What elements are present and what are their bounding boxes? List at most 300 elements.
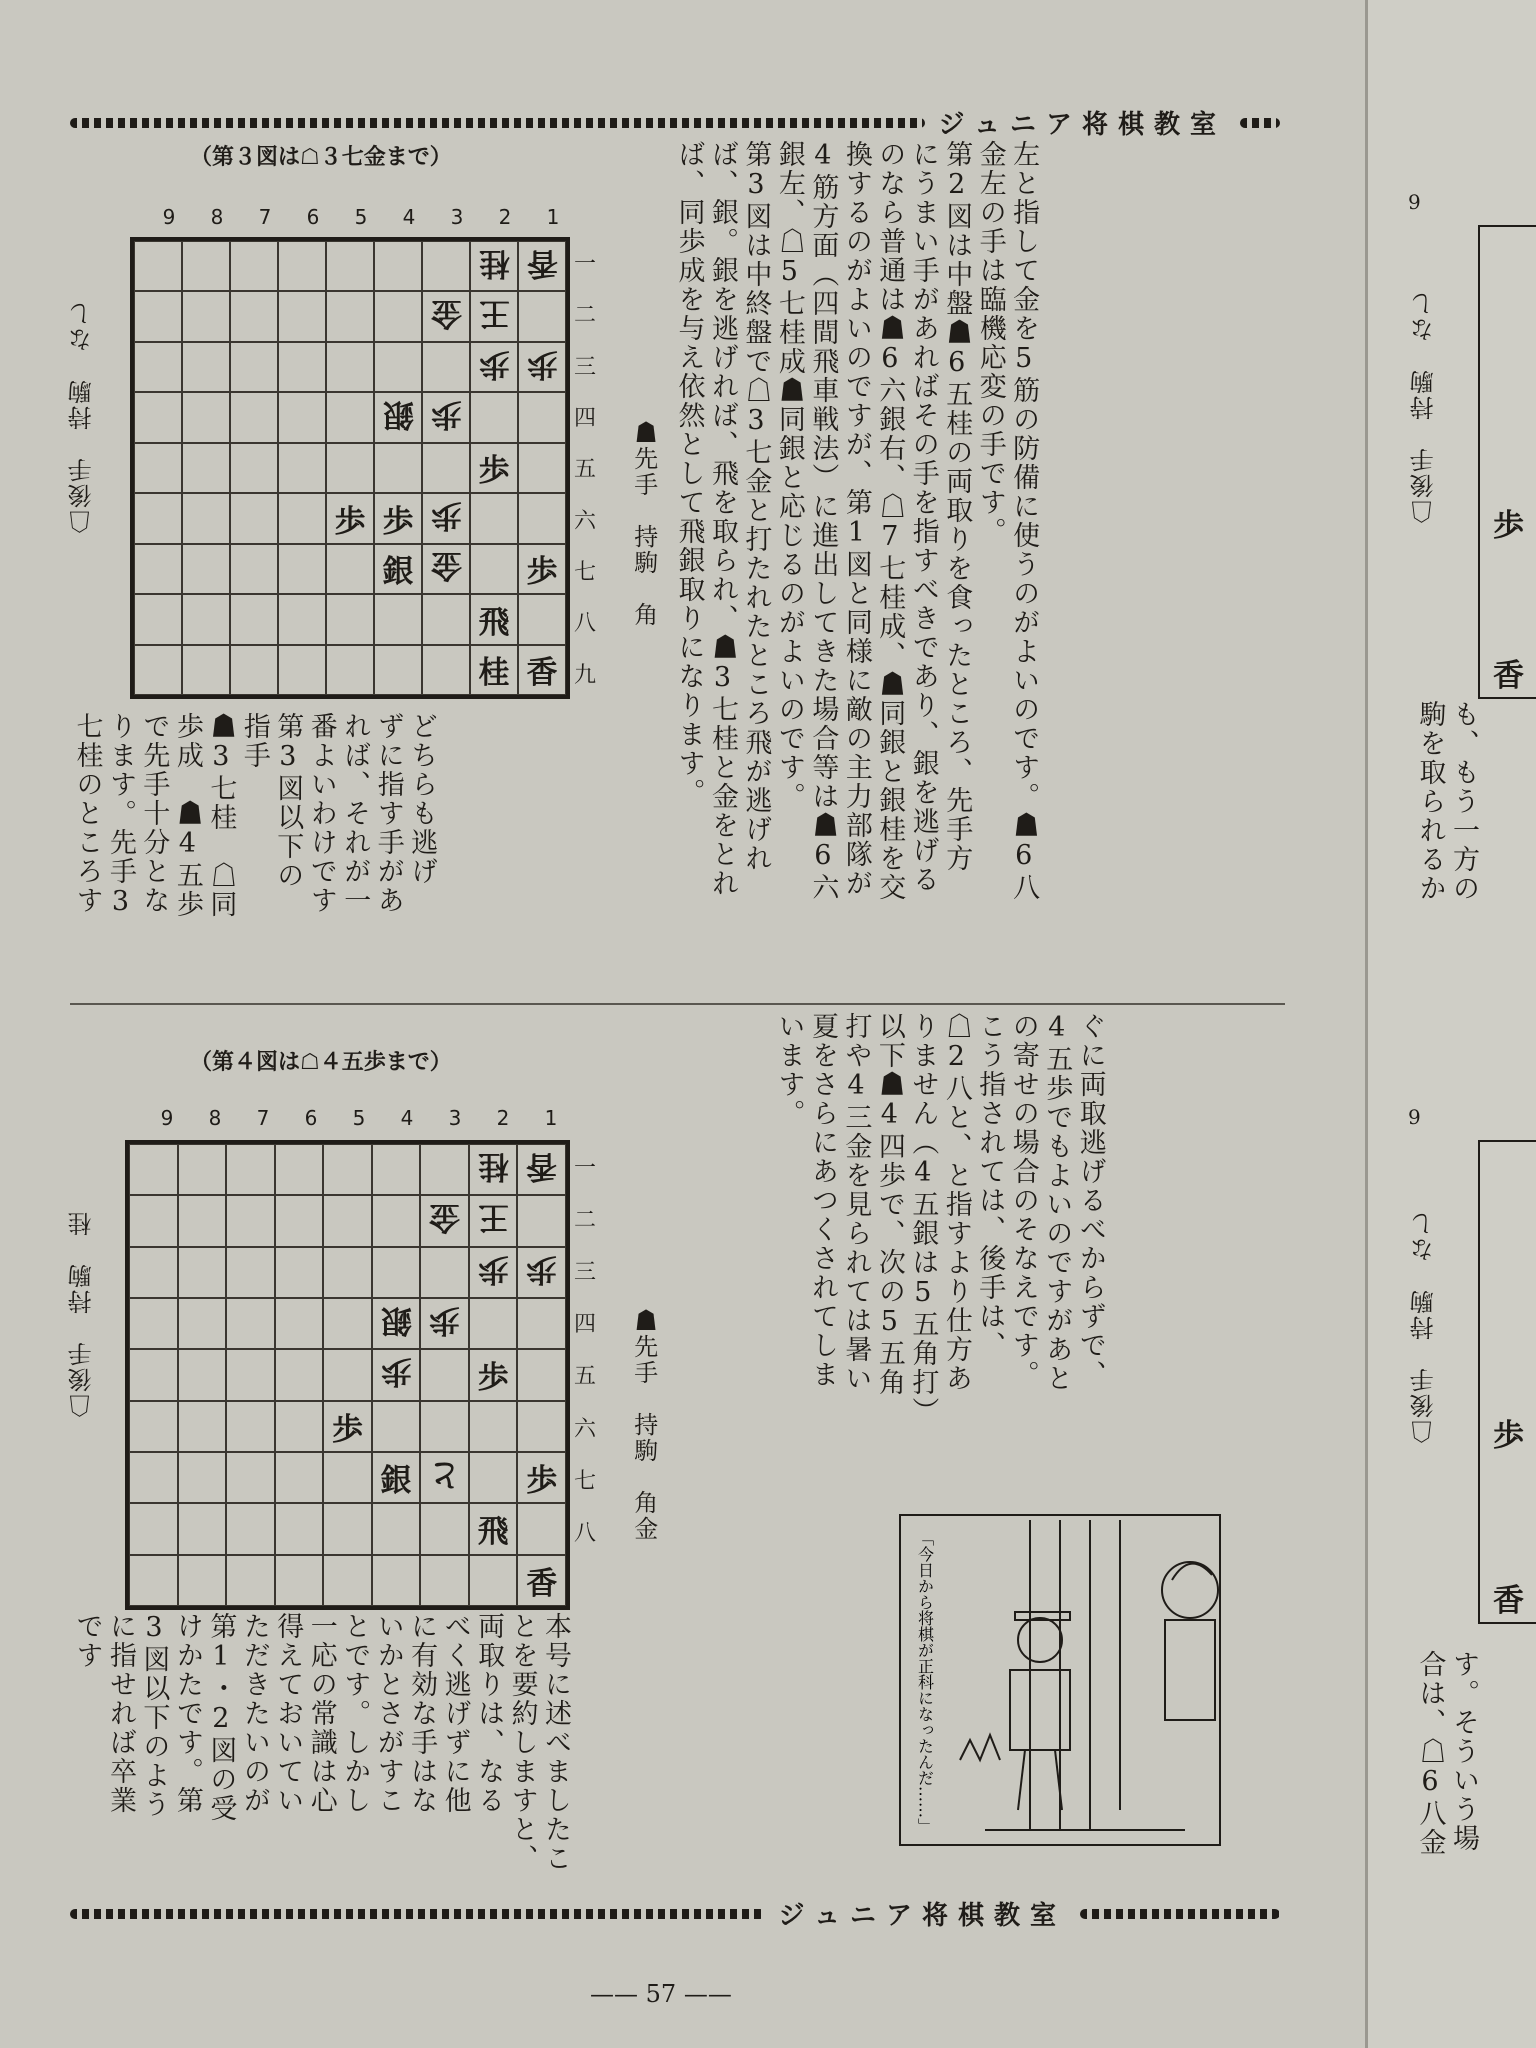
board-square xyxy=(278,544,326,594)
board-square xyxy=(134,392,182,442)
board-square xyxy=(129,1298,178,1349)
board-square xyxy=(182,645,230,695)
board-square xyxy=(182,241,230,291)
board-square xyxy=(517,1452,566,1503)
board-square xyxy=(226,1555,275,1606)
next-page-column-label: 9 xyxy=(1408,190,1421,214)
board-square xyxy=(230,241,278,291)
board-square xyxy=(469,1349,518,1400)
text-line: 七桂のところす xyxy=(71,712,103,915)
shogi-piece-sente: 歩 xyxy=(331,1411,363,1448)
column-label: 9 xyxy=(160,1106,174,1130)
board-square xyxy=(470,493,518,543)
board-square xyxy=(469,1452,518,1503)
cartoon-caption: 「今日から将棋が正科になったんだ……」 xyxy=(915,1530,935,1834)
board-square xyxy=(278,241,326,291)
text-line: のなら普通は☗6六銀右、☖7七桂成、☗同銀と銀桂を交 xyxy=(874,140,906,902)
board-square xyxy=(420,1195,469,1246)
page-number: —— 57 —— xyxy=(590,1980,732,2008)
board-square xyxy=(517,1298,566,1349)
board-square xyxy=(469,1555,518,1606)
shogi-piece-gote: 歩 xyxy=(429,1302,461,1339)
board-square xyxy=(469,1144,518,1195)
board-square xyxy=(275,1298,324,1349)
shogi-piece-gote: 歩 xyxy=(526,345,558,382)
board-square xyxy=(326,392,374,442)
text-line: ります。先手3 xyxy=(104,712,136,919)
board-square xyxy=(230,342,278,392)
column-label: 3 xyxy=(448,1106,462,1130)
diagram4-row-labels xyxy=(568,1140,602,1560)
shogi-piece-sente: 飛 xyxy=(477,1514,509,1551)
board-square xyxy=(275,1503,324,1554)
board-square xyxy=(275,1452,324,1503)
board-square xyxy=(323,1144,372,1195)
shogi-piece-gote: 王 xyxy=(477,1199,509,1236)
board-square xyxy=(469,1503,518,1554)
board-square xyxy=(178,1401,227,1452)
shogi-piece-gote: 金 xyxy=(429,1199,461,1236)
board-square xyxy=(226,1349,275,1400)
next-page-piece-2: 香 xyxy=(1493,658,1524,694)
board-square xyxy=(323,1349,372,1400)
board-square xyxy=(420,1298,469,1349)
board-square xyxy=(323,1503,372,1554)
board-square xyxy=(129,1452,178,1503)
diagram3-column-labels xyxy=(145,205,577,229)
board-square xyxy=(129,1401,178,1452)
board-square xyxy=(129,1247,178,1298)
board-square xyxy=(422,443,470,493)
next-page-upper-text xyxy=(1413,700,1480,903)
board-square xyxy=(275,1401,324,1452)
board-square xyxy=(518,392,566,442)
column-label: 1 xyxy=(546,205,560,229)
board-square xyxy=(226,1503,275,1554)
wavy-rule-footer-left xyxy=(70,1909,765,1919)
shogi-piece-gote: 香 xyxy=(526,244,558,281)
board-square xyxy=(182,594,230,644)
text-line: けかたです。第 xyxy=(171,1612,203,1815)
next-page-piece-4: 香 xyxy=(1493,1583,1524,1619)
shogi-piece-gote: 金 xyxy=(430,547,462,584)
board-square xyxy=(178,1452,227,1503)
board-square xyxy=(372,1452,421,1503)
board-square xyxy=(230,392,278,442)
text-line: 4筋方面（四間飛車戦法）に進出してきた場合等は☗6六 xyxy=(807,140,839,902)
board-square xyxy=(374,443,422,493)
board-square xyxy=(420,1349,469,1400)
shogi-piece-gote: 銀 xyxy=(380,1302,412,1339)
board-square xyxy=(372,1195,421,1246)
header-title: ジュニア将棋教室 xyxy=(938,110,1226,140)
board-square xyxy=(134,241,182,291)
column-label: 2 xyxy=(496,1106,510,1130)
row-label: 六 xyxy=(573,1416,596,1442)
text-line: 打や4三金を見られては暑い xyxy=(840,1012,872,1393)
board-square xyxy=(323,1555,372,1606)
board-square xyxy=(518,342,566,392)
column-label: 2 xyxy=(498,205,512,229)
shogi-piece-gote: 歩 xyxy=(477,1250,509,1287)
next-page-piece-1: 歩 xyxy=(1493,508,1524,544)
column-label: 5 xyxy=(352,1106,366,1130)
text-line: 一応の常識は心 xyxy=(305,1612,337,1815)
text-line: りません（4五銀は5五角打） xyxy=(907,1012,939,1426)
text-line: とです。しかし xyxy=(339,1612,371,1815)
text-line: も、もう一方の xyxy=(1447,700,1479,903)
board-square xyxy=(518,594,566,644)
board-square xyxy=(275,1555,324,1606)
lower-main-text xyxy=(772,1012,1107,1472)
text-line: 第2図は中盤☗6五桂の両取りを食ったところ、先手方 xyxy=(941,140,973,873)
board-square xyxy=(275,1349,324,1400)
board-square xyxy=(278,645,326,695)
board-square xyxy=(275,1195,324,1246)
text-line: 得えておいてい xyxy=(272,1612,304,1815)
diagram4-sente-holdings: ☗先手 持駒 角金 xyxy=(629,1308,658,1542)
board-square xyxy=(182,493,230,543)
row-label: 九 xyxy=(573,662,596,688)
shogi-piece-gote: 歩 xyxy=(526,1250,558,1287)
board-square xyxy=(323,1247,372,1298)
shogi-piece-gote: 銀 xyxy=(382,396,414,433)
text-line: す。そういう場 xyxy=(1447,1650,1479,1853)
board-square xyxy=(326,594,374,644)
board-square xyxy=(182,392,230,442)
board-square xyxy=(178,1247,227,1298)
row-label: 一 xyxy=(573,1155,596,1181)
board-square xyxy=(420,1144,469,1195)
board-square xyxy=(422,392,470,442)
text-line: に有効な手はな xyxy=(406,1612,438,1815)
page-header xyxy=(70,104,1280,141)
board-square xyxy=(470,443,518,493)
board-square xyxy=(518,291,566,341)
board-square xyxy=(129,1503,178,1554)
board-square xyxy=(129,1195,178,1246)
text-line: 番よいわけです xyxy=(305,712,337,915)
board-square xyxy=(374,342,422,392)
text-line: にうまい手があればその手を指すべきであり、銀を逃げる xyxy=(907,140,939,894)
board-square xyxy=(470,544,518,594)
board-square xyxy=(182,443,230,493)
row-label: 二 xyxy=(573,303,596,329)
board-square xyxy=(178,1298,227,1349)
diagram3-caption: （第３図は☖３七金まで） xyxy=(190,145,452,170)
board-square xyxy=(420,1503,469,1554)
diagram4-board xyxy=(125,1140,570,1610)
section-divider xyxy=(70,1003,1285,1005)
board-square xyxy=(226,1452,275,1503)
board-square xyxy=(323,1401,372,1452)
board-square xyxy=(374,392,422,442)
board-square xyxy=(470,291,518,341)
board-square xyxy=(226,1247,275,1298)
board-square xyxy=(326,645,374,695)
shogi-piece-sente: 歩 xyxy=(526,554,558,591)
text-line: 第1・2図の受 xyxy=(205,1612,237,1823)
board-square xyxy=(469,1401,518,1452)
board-square xyxy=(129,1349,178,1400)
shogi-piece-sente: 飛 xyxy=(478,604,510,641)
shogi-piece-sente: 歩 xyxy=(334,503,366,540)
next-page-gote-holdings: ☖後手 持駒 なし xyxy=(1410,290,1438,524)
row-label: 一 xyxy=(573,252,596,278)
column-label: 6 xyxy=(306,205,320,229)
board-square xyxy=(422,594,470,644)
row-label: 三 xyxy=(573,1260,596,1286)
board-square xyxy=(517,1195,566,1246)
board-square xyxy=(372,1555,421,1606)
board-square xyxy=(518,241,566,291)
board-square xyxy=(422,544,470,594)
board-square xyxy=(518,443,566,493)
column-label: 4 xyxy=(400,1106,414,1130)
board-square xyxy=(278,291,326,341)
row-label: 四 xyxy=(573,1312,596,1338)
text-line: 第3図以下の xyxy=(272,712,304,890)
shogi-piece-sente: 歩 xyxy=(382,503,414,540)
board-square xyxy=(182,544,230,594)
next-page-board-top xyxy=(1478,225,1536,699)
row-label: 八 xyxy=(573,1521,596,1547)
text-line: ただきたいのが xyxy=(238,1612,270,1815)
page-footer xyxy=(70,1895,1280,1932)
shogi-piece-gote: 桂 xyxy=(478,244,510,281)
board-square xyxy=(178,1555,227,1606)
board-square xyxy=(275,1247,324,1298)
board-square xyxy=(470,342,518,392)
diagram4-gote-holdings: ☖後手 持駒 桂 xyxy=(68,1210,96,1418)
wavy-rule-left xyxy=(70,118,925,128)
text-line: いかとさがすこ xyxy=(372,1612,404,1815)
row-label: 二 xyxy=(573,1207,596,1233)
row-label: 八 xyxy=(573,611,596,637)
text-line: います。 xyxy=(773,1012,805,1128)
board-square xyxy=(226,1401,275,1452)
board-square xyxy=(326,493,374,543)
board-square xyxy=(129,1144,178,1195)
board-square xyxy=(230,493,278,543)
board-square xyxy=(372,1247,421,1298)
board-square xyxy=(182,342,230,392)
text-line: ぐに両取逃げるべからずで、 xyxy=(1074,1012,1106,1389)
diagram4-column-labels xyxy=(143,1106,575,1130)
row-label: 七 xyxy=(573,560,596,586)
board-square xyxy=(326,342,374,392)
board-square xyxy=(178,1503,227,1554)
shogi-piece-gote: 王 xyxy=(478,295,510,332)
shogi-piece-sente: 銀 xyxy=(380,1463,412,1500)
board-square xyxy=(226,1298,275,1349)
column-label: 3 xyxy=(450,205,464,229)
text-line: 第3図は中終盤で☖3七金と打たれたところ飛が逃げれ xyxy=(740,140,772,873)
shogi-piece-sente: 歩 xyxy=(526,1463,558,1500)
board-square xyxy=(517,1144,566,1195)
board-square xyxy=(422,342,470,392)
next-page-lower-text xyxy=(1413,1650,1480,1857)
row-label: 五 xyxy=(573,457,596,483)
shogi-piece-gote: 香 xyxy=(526,1148,558,1185)
board-square xyxy=(422,493,470,543)
board-square xyxy=(422,241,470,291)
page-number-value: 57 xyxy=(645,1980,677,2008)
board-square xyxy=(323,1298,372,1349)
shogi-piece-gote: 歩 xyxy=(430,496,462,533)
text-line: 駒を取られるか xyxy=(1414,700,1446,903)
board-square xyxy=(517,1555,566,1606)
board-square xyxy=(178,1349,227,1400)
text-line: 夏をさらにあつくされてしま xyxy=(806,1012,838,1389)
diagram4-caption: （第４図は☖４五歩まで） xyxy=(190,1050,452,1075)
shogi-piece-sente: 桂 xyxy=(478,655,510,692)
text-line: 本号に述べましたことを要約しますと、両取りは、なる xyxy=(473,1612,572,1873)
shogi-piece-sente: 歩 xyxy=(477,1360,509,1397)
text-line: こう指されては、後手は、 xyxy=(974,1012,1006,1360)
text-line: 換するのがよいのですが、第1図と同様に敵の主力部隊が xyxy=(840,140,872,898)
text-line: 3図以下のよう xyxy=(138,1612,170,1819)
row-label: 三 xyxy=(573,354,596,380)
board-square xyxy=(226,1195,275,1246)
board-square xyxy=(275,1144,324,1195)
board-square xyxy=(420,1247,469,1298)
board-square xyxy=(374,241,422,291)
text-line: べく逃げずに他 xyxy=(439,1612,471,1815)
text-line: の寄せの場合のそなえです。 xyxy=(1007,1012,1039,1389)
text-line: れば、それが一 xyxy=(339,712,371,915)
board-square xyxy=(372,1298,421,1349)
diagram3-row-labels xyxy=(568,237,602,699)
board-square xyxy=(278,493,326,543)
board-square xyxy=(278,342,326,392)
text-line: 歩成 ☗4五歩 xyxy=(171,712,203,919)
text-line: 銀左、☖5七桂成☗同銀と応じるのがよいのです。 xyxy=(773,140,805,811)
next-page-column-label-2: 9 xyxy=(1408,1105,1421,1129)
column-label: 5 xyxy=(354,205,368,229)
next-page-edge xyxy=(1368,0,1536,2048)
board-square xyxy=(374,594,422,644)
text-line: ば、銀。銀を逃げれば、飛を取られ、☗3七桂と金をとれ xyxy=(706,140,738,898)
text-line: 4五歩でもよいのですがあと xyxy=(1041,1012,1073,1393)
board-square xyxy=(230,645,278,695)
board-square xyxy=(134,594,182,644)
board-square xyxy=(372,1401,421,1452)
shogi-piece-gote: 金 xyxy=(430,295,462,332)
wavy-rule-footer-right xyxy=(1080,1909,1280,1919)
next-page-gote-holdings-2: ☖後手 持駒 なし xyxy=(1410,1210,1438,1444)
text-line: ☖2八と、と指すより仕方あ xyxy=(940,1012,972,1393)
text-line: 合は、☖6八金 xyxy=(1414,1650,1446,1857)
board-square xyxy=(326,544,374,594)
column-label: 1 xyxy=(544,1106,558,1130)
text-line: に指せれば卒業 xyxy=(104,1612,136,1815)
board-square xyxy=(134,342,182,392)
board-square xyxy=(518,544,566,594)
board-square xyxy=(182,291,230,341)
cartoon-illustration xyxy=(890,1510,1230,1855)
shogi-piece-sente: 香 xyxy=(526,655,558,692)
board-square xyxy=(134,443,182,493)
text-line: です xyxy=(71,1612,103,1670)
text-line: 指手 xyxy=(238,712,270,770)
board-square xyxy=(230,443,278,493)
board-square xyxy=(374,544,422,594)
column-label: 6 xyxy=(304,1106,318,1130)
shogi-piece-gote: 桂 xyxy=(477,1148,509,1185)
board-square xyxy=(372,1349,421,1400)
text-line: ☗3七桂 ☖同 xyxy=(205,712,237,919)
board-square xyxy=(517,1503,566,1554)
board-square xyxy=(178,1195,227,1246)
board-square xyxy=(420,1452,469,1503)
row-label: 七 xyxy=(573,1468,596,1494)
next-page-piece-3: 歩 xyxy=(1493,1418,1524,1454)
board-square xyxy=(230,544,278,594)
column-label: 7 xyxy=(256,1106,270,1130)
diagram3-board xyxy=(130,237,570,699)
shogi-piece-sente: 歩 xyxy=(478,453,510,490)
row-label: 六 xyxy=(573,508,596,534)
diagram3-gote-holdings: ☖後手 持駒 なし xyxy=(68,300,96,534)
shogi-piece-sente: 銀 xyxy=(382,554,414,591)
next-page-board-bottom xyxy=(1478,1140,1536,1624)
shogi-piece-gote: と xyxy=(429,1456,461,1493)
board-square xyxy=(230,594,278,644)
board-square xyxy=(278,392,326,442)
text-line: ば、同歩成を与え依然として飛銀取りになります。 xyxy=(673,140,705,807)
board-square xyxy=(470,392,518,442)
diagram3-sente-holdings: ☗先手 持駒 角 xyxy=(629,420,658,628)
upper-small-text xyxy=(70,712,438,987)
board-square xyxy=(422,645,470,695)
board-square xyxy=(517,1401,566,1452)
board-square xyxy=(326,443,374,493)
board-square xyxy=(278,594,326,644)
board-square xyxy=(469,1298,518,1349)
wavy-rule-right xyxy=(1240,118,1280,128)
column-label: 4 xyxy=(402,205,416,229)
board-square xyxy=(326,291,374,341)
shogi-piece-gote: 歩 xyxy=(380,1353,412,1390)
board-square xyxy=(420,1555,469,1606)
text-line: どちらも逃げ xyxy=(406,712,438,886)
board-square xyxy=(134,291,182,341)
column-label: 8 xyxy=(210,205,224,229)
text-line: 金左の手は臨機応変の手です。 xyxy=(974,140,1006,546)
board-square xyxy=(422,291,470,341)
row-label: 四 xyxy=(573,406,596,432)
board-square xyxy=(420,1401,469,1452)
board-square xyxy=(374,645,422,695)
board-square xyxy=(372,1503,421,1554)
board-square xyxy=(278,443,326,493)
board-square xyxy=(470,594,518,644)
shogi-piece-sente: 香 xyxy=(526,1565,558,1602)
board-square xyxy=(469,1247,518,1298)
board-square xyxy=(469,1195,518,1246)
board-square xyxy=(374,291,422,341)
board-square xyxy=(518,493,566,543)
shogi-piece-gote: 歩 xyxy=(478,345,510,382)
board-square xyxy=(470,645,518,695)
lower-left-text xyxy=(70,1612,572,1897)
board-square xyxy=(323,1195,372,1246)
column-label: 7 xyxy=(258,205,272,229)
board-square xyxy=(518,645,566,695)
text-line: 以下☗4四歩で、次の5五角 xyxy=(873,1012,905,1397)
board-square xyxy=(178,1144,227,1195)
